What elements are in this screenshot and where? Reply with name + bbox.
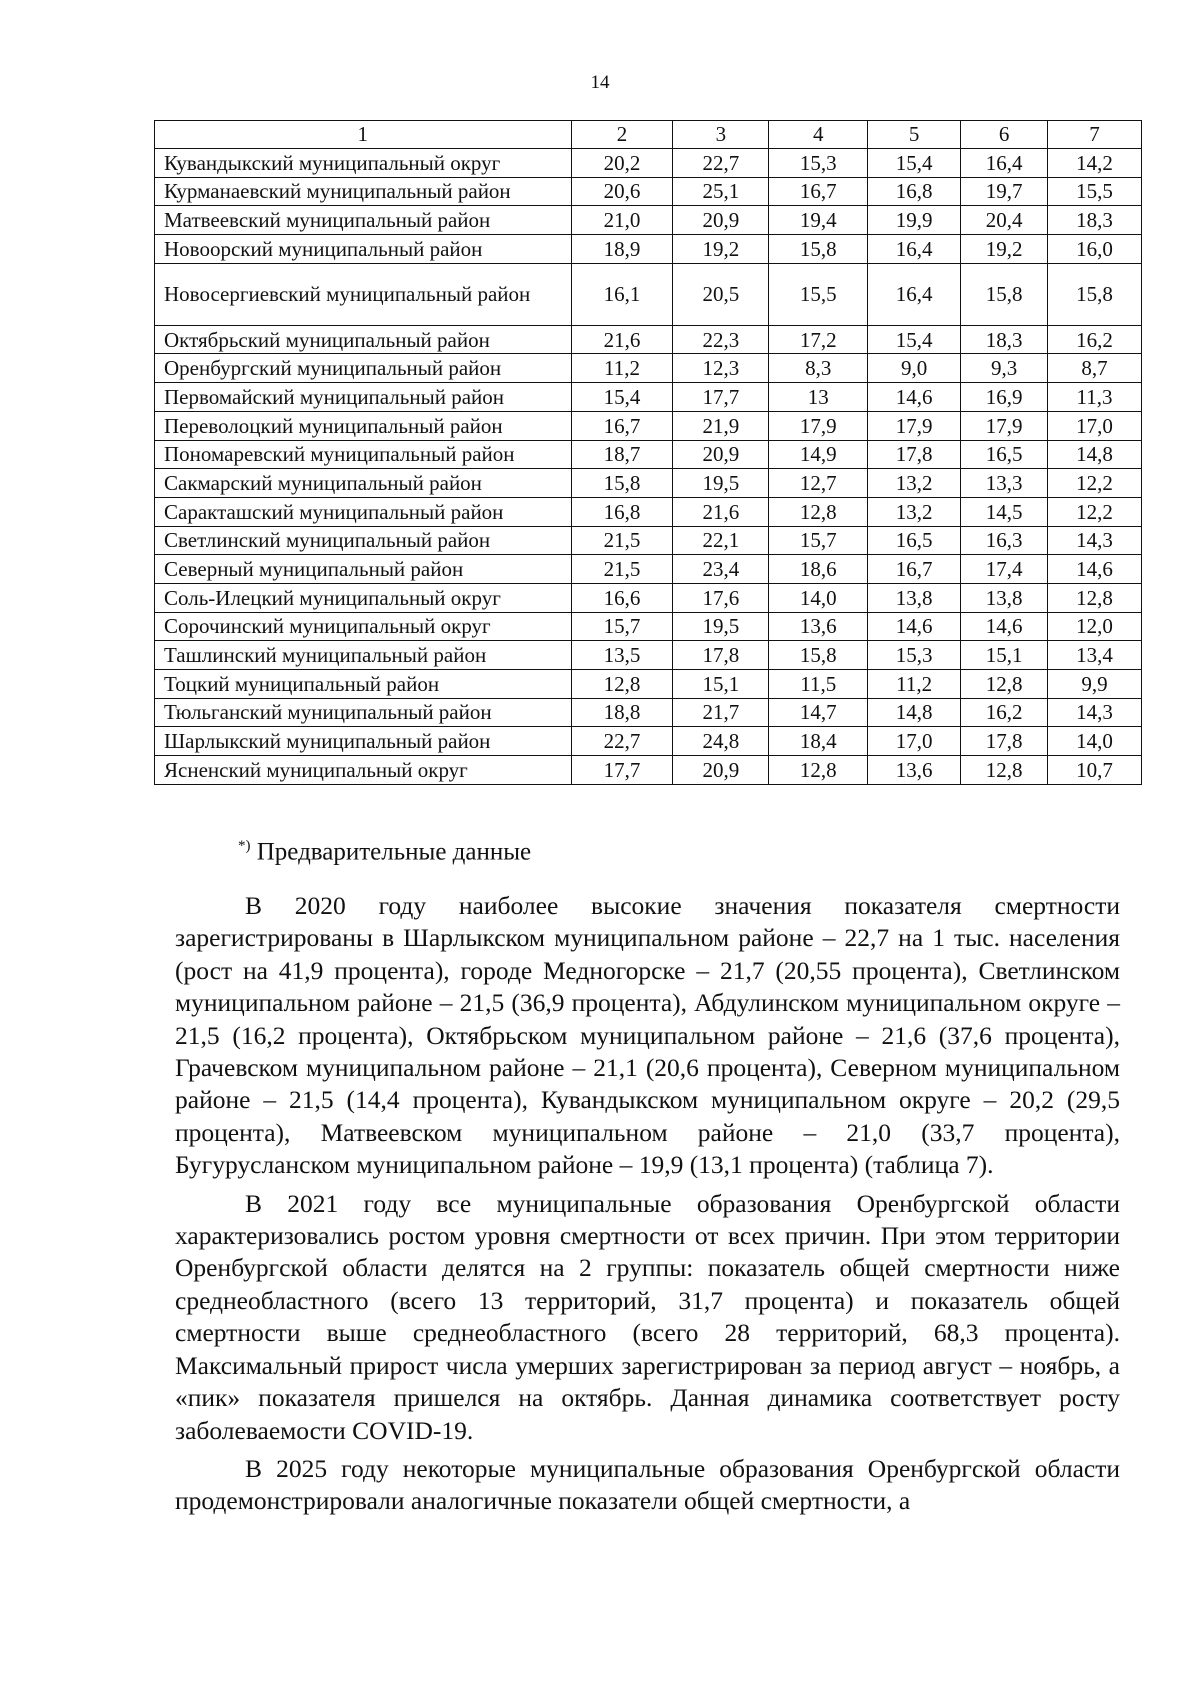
value-cell: 14,6: [1048, 555, 1142, 584]
value-cell: 8,7: [1048, 354, 1142, 383]
value-cell: 16,8: [868, 177, 961, 206]
value-cell: 20,2: [571, 149, 673, 178]
value-cell: 15,8: [769, 641, 868, 670]
value-cell: 21,7: [673, 698, 769, 727]
value-cell: 15,3: [868, 641, 961, 670]
value-cell: 19,2: [673, 235, 769, 264]
value-cell: 22,7: [571, 727, 673, 756]
value-cell: 19,9: [868, 206, 961, 235]
value-cell: 22,7: [673, 149, 769, 178]
value-cell: 20,9: [673, 756, 769, 785]
value-cell: 12,8: [961, 756, 1048, 785]
table-row: [155, 641, 1142, 670]
value-cell: 12,2: [1048, 469, 1142, 498]
value-cell: 12,8: [769, 497, 868, 526]
value-cell: 19,5: [673, 612, 769, 641]
value-cell: 16,6: [571, 583, 673, 612]
value-cell: 12,3: [673, 354, 769, 383]
table-row: [155, 263, 1142, 325]
table-row: [155, 670, 1142, 699]
value-cell: 15,8: [769, 235, 868, 264]
table-row: [155, 526, 1142, 555]
value-cell: 14,0: [1048, 727, 1142, 756]
district-name-cell: Сакмарский муниципальный район: [155, 469, 572, 498]
value-cell: 15,8: [571, 469, 673, 498]
value-cell: 19,7: [961, 177, 1048, 206]
value-cell: 13,8: [868, 583, 961, 612]
value-cell: 13,3: [961, 469, 1048, 498]
table-body: [155, 121, 1142, 785]
district-name-cell: Ташлинский муниципальный район: [155, 641, 572, 670]
table-row: [155, 206, 1142, 235]
table-row: [155, 727, 1142, 756]
table-row: [155, 235, 1142, 264]
value-cell: 13,2: [868, 497, 961, 526]
value-cell: 17,9: [961, 411, 1048, 440]
value-cell: 16,4: [961, 149, 1048, 178]
value-cell: 12,2: [1048, 497, 1142, 526]
value-cell: 13,4: [1048, 641, 1142, 670]
district-name-cell: Соль-Илецкий муниципальный округ: [155, 583, 572, 612]
value-cell: 17,9: [769, 411, 868, 440]
footnote-text: Предварительные данные: [256, 838, 532, 866]
value-cell: 19,4: [769, 206, 868, 235]
value-cell: 17,6: [673, 583, 769, 612]
value-cell: 22,3: [673, 325, 769, 354]
district-name-cell: Первомайский муниципальный район: [155, 383, 572, 412]
table-row: [155, 698, 1142, 727]
value-cell: 25,1: [673, 177, 769, 206]
value-cell: 11,5: [769, 670, 868, 699]
value-cell: 18,6: [769, 555, 868, 584]
value-cell: 14,6: [868, 612, 961, 641]
table-row: [155, 149, 1142, 178]
value-cell: 19,5: [673, 469, 769, 498]
value-cell: 20,9: [673, 206, 769, 235]
value-cell: 16,4: [868, 263, 961, 325]
value-cell: 14,8: [1048, 440, 1142, 469]
value-cell: 13,6: [868, 756, 961, 785]
district-name-cell: Северный муниципальный район: [155, 555, 572, 584]
value-cell: 11,3: [1048, 383, 1142, 412]
table-row: [155, 354, 1142, 383]
value-cell: 14,5: [961, 497, 1048, 526]
district-name-cell: Тоцкий муниципальный район: [155, 670, 572, 699]
value-cell: 16,1: [571, 263, 673, 325]
value-cell: 18,3: [1048, 206, 1142, 235]
value-cell: 24,8: [673, 727, 769, 756]
value-cell: 15,1: [961, 641, 1048, 670]
district-name-cell: Сорочинский муниципальный округ: [155, 612, 572, 641]
district-name-cell: Тюльганский муниципальный район: [155, 698, 572, 727]
district-name-cell: Курманаевский муниципальный район: [155, 177, 572, 206]
footnote: [238, 838, 531, 866]
value-cell: 14,6: [961, 612, 1048, 641]
value-cell: 17,0: [1048, 411, 1142, 440]
value-cell: 14,9: [769, 440, 868, 469]
table-row: [155, 555, 1142, 584]
value-cell: 9,3: [961, 354, 1048, 383]
footnote-marker: *): [238, 838, 251, 854]
district-name-cell: Переволоцкий муниципальный район: [155, 411, 572, 440]
value-cell: 15,4: [868, 325, 961, 354]
table-header-row: [155, 121, 1142, 149]
value-cell: 13,2: [868, 469, 961, 498]
value-cell: 15,1: [673, 670, 769, 699]
district-name-cell: Шарлыкский муниципальный район: [155, 727, 572, 756]
value-cell: 10,7: [1048, 756, 1142, 785]
paragraph: В 2025 году некоторые муниципальные образования Оренбургской области продемонстрировали аналогичные показатели общей смертности, а: [175, 1453, 1120, 1516]
value-cell: 22,1: [673, 526, 769, 555]
value-cell: 12,8: [769, 756, 868, 785]
value-cell: 12,0: [1048, 612, 1142, 641]
value-cell: 18,8: [571, 698, 673, 727]
column-header: 2: [571, 121, 673, 149]
value-cell: 14,3: [1048, 526, 1142, 555]
value-cell: 16,7: [868, 555, 961, 584]
value-cell: 14,2: [1048, 149, 1142, 178]
value-cell: 18,3: [961, 325, 1048, 354]
value-cell: 11,2: [868, 670, 961, 699]
district-name-cell: Кувандыкский муниципальный округ: [155, 149, 572, 178]
value-cell: 13,8: [961, 583, 1048, 612]
value-cell: 16,7: [769, 177, 868, 206]
value-cell: 11,2: [571, 354, 673, 383]
value-cell: 21,6: [673, 497, 769, 526]
table-row: [155, 383, 1142, 412]
paragraph: В 2020 году наиболее высокие значения показателя смертности зарегистрированы в Шарлыкском муниципальном районе – 22,7 на 1 тыс. населения (рост на 41,9 процента), городе Медногорске – 21,7 (20,55 процента), Светлинском муниципальном районе – 21,5 (36,9 процента), Абдулинском муниципальном округе – 21,5 (16,2 процента), Октябрьском муниципальном районе – 21,6 (37,6 процента), Грачевском муниципальном районе – 21,1 (20,6 процента), Северном муниципальном районе – 21,5 (14,4 процента), Кувандыкском муниципальном округе – 20,2 (29,5 процента), Матвеевском муниципальном районе – 21,0 (33,7 процента), Бугурусланском муниципальном районе – 19,9 (13,1 процента) (таблица 7).: [175, 891, 1120, 1180]
value-cell: 18,9: [571, 235, 673, 264]
table-row: [155, 583, 1142, 612]
value-cell: 13,6: [769, 612, 868, 641]
value-cell: 12,7: [769, 469, 868, 498]
value-cell: 16,8: [571, 497, 673, 526]
table-row: [155, 325, 1142, 354]
paragraph: В 2021 году все муниципальные образования Оренбургской области характеризовались ростом уровня смертности от всех причин. При этом территории Оренбургской области делятся на 2 группы: показатель общей смертности ниже среднеобластного (всего 13 территорий, 31,7 процента) и показатель общей смертности выше среднеобластного (всего 28 территорий, 68,3 процента). Максимальный прирост числа умерших зарегистрирован за период август – ноябрь, а «пик» показателя пришелся на октябрь. Данная динамика соответствует росту заболеваемости COVID-19.: [175, 1188, 1120, 1445]
value-cell: 17,7: [673, 383, 769, 412]
value-cell: 18,4: [769, 727, 868, 756]
value-cell: 9,9: [1048, 670, 1142, 699]
table-row: [155, 469, 1142, 498]
value-cell: 17,9: [868, 411, 961, 440]
value-cell: 20,4: [961, 206, 1048, 235]
value-cell: 17,8: [673, 641, 769, 670]
column-header: 6: [961, 121, 1048, 149]
value-cell: 15,8: [961, 263, 1048, 325]
value-cell: 17,4: [961, 555, 1048, 584]
value-cell: 19,2: [961, 235, 1048, 264]
value-cell: 17,2: [769, 325, 868, 354]
table-row: [155, 756, 1142, 785]
mortality-table: [154, 120, 1142, 785]
column-header: 4: [769, 121, 868, 149]
column-header: 1: [155, 121, 572, 149]
value-cell: 15,8: [1048, 263, 1142, 325]
district-name-cell: Светлинский муниципальный район: [155, 526, 572, 555]
district-name-cell: Пономаревский муниципальный район: [155, 440, 572, 469]
table-row: [155, 440, 1142, 469]
value-cell: 14,3: [1048, 698, 1142, 727]
value-cell: 15,5: [1048, 177, 1142, 206]
value-cell: 15,7: [571, 612, 673, 641]
district-name-cell: Матвеевский муниципальный район: [155, 206, 572, 235]
value-cell: 12,8: [571, 670, 673, 699]
column-header: 7: [1048, 121, 1142, 149]
value-cell: 9,0: [868, 354, 961, 383]
value-cell: 12,8: [961, 670, 1048, 699]
value-cell: 16,0: [1048, 235, 1142, 264]
value-cell: 16,2: [1048, 325, 1142, 354]
value-cell: 17,7: [571, 756, 673, 785]
district-name-cell: Ясненский муниципальный округ: [155, 756, 572, 785]
column-header: 5: [868, 121, 961, 149]
value-cell: 17,8: [961, 727, 1048, 756]
district-name-cell: Саракташский муниципальный район: [155, 497, 572, 526]
value-cell: 16,2: [961, 698, 1048, 727]
value-cell: 16,5: [961, 440, 1048, 469]
page-number: 14: [590, 72, 610, 93]
value-cell: 23,4: [673, 555, 769, 584]
table-row: [155, 612, 1142, 641]
table-row: [155, 411, 1142, 440]
table-row: [155, 177, 1142, 206]
value-cell: 21,0: [571, 206, 673, 235]
value-cell: 20,6: [571, 177, 673, 206]
value-cell: 17,0: [868, 727, 961, 756]
value-cell: 13,5: [571, 641, 673, 670]
value-cell: 16,4: [868, 235, 961, 264]
value-cell: 15,5: [769, 263, 868, 325]
district-name-cell: Новосергиевский муниципальный район: [155, 263, 572, 325]
value-cell: 15,4: [571, 383, 673, 412]
value-cell: 16,9: [961, 383, 1048, 412]
value-cell: 14,7: [769, 698, 868, 727]
column-header: 3: [673, 121, 769, 149]
district-name-cell: Оренбургский муниципальный район: [155, 354, 572, 383]
value-cell: 8,3: [769, 354, 868, 383]
value-cell: 15,7: [769, 526, 868, 555]
value-cell: 15,3: [769, 149, 868, 178]
value-cell: 21,5: [571, 526, 673, 555]
district-name-cell: Октябрьский муниципальный район: [155, 325, 572, 354]
value-cell: 21,5: [571, 555, 673, 584]
value-cell: 20,5: [673, 263, 769, 325]
table-row: [155, 497, 1142, 526]
value-cell: 18,7: [571, 440, 673, 469]
value-cell: 16,5: [868, 526, 961, 555]
value-cell: 16,3: [961, 526, 1048, 555]
value-cell: 15,4: [868, 149, 961, 178]
value-cell: 14,8: [868, 698, 961, 727]
value-cell: 20,9: [673, 440, 769, 469]
value-cell: 21,6: [571, 325, 673, 354]
value-cell: 16,7: [571, 411, 673, 440]
value-cell: 17,8: [868, 440, 961, 469]
value-cell: 14,0: [769, 583, 868, 612]
value-cell: 13: [769, 383, 868, 412]
value-cell: 14,6: [868, 383, 961, 412]
value-cell: 21,9: [673, 411, 769, 440]
body-text: [175, 890, 1120, 1518]
district-name-cell: Новоорский муниципальный район: [155, 235, 572, 264]
value-cell: 12,8: [1048, 583, 1142, 612]
